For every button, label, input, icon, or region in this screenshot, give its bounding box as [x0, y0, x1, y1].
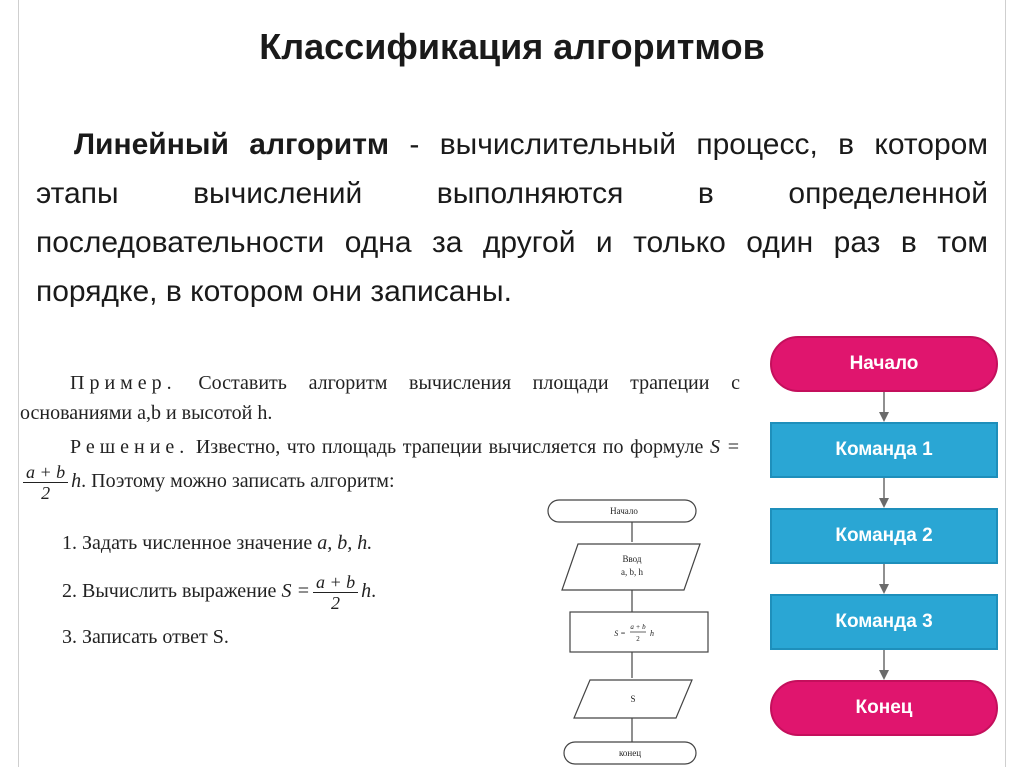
step-2-text: 2. Вычислить выражение [62, 580, 282, 603]
small-end-label: конец [618, 748, 642, 758]
definition-dash: - [389, 128, 440, 161]
step-2 [62, 572, 376, 613]
left-frame-line [18, 0, 19, 767]
small-process-var: h [650, 629, 654, 638]
formula-lhs: S = [709, 436, 741, 458]
solution-tail: . Поэтому можно записать алгоритм: [81, 470, 395, 493]
definition-paragraph [36, 120, 988, 316]
step-3-text: 3. Записать ответ S. [62, 626, 229, 648]
small-output-label: S [630, 694, 636, 704]
step-2-lhs: S = [281, 580, 310, 603]
step-2-numerator: a + b [313, 572, 358, 593]
right-frame-line [1005, 0, 1006, 767]
flowchart-command-1: Команда 1 [770, 422, 998, 478]
textbook-excerpt [20, 368, 740, 503]
solution-text: Известно, что площадь трапеции вычисляется по формуле [189, 436, 710, 458]
example-label: Пример. [70, 372, 177, 394]
solution-label: Решение. [70, 436, 190, 458]
small-process-numerator: a + b [630, 623, 646, 631]
solution-paragraph [20, 432, 740, 503]
arrow-down-icon [878, 478, 890, 508]
flowchart-command-2: Команда 2 [770, 508, 998, 564]
formula-denominator: 2 [41, 483, 51, 503]
formula-fraction [23, 462, 68, 503]
example-text: Составить алгоритм вычисления площади трапеции с основаниями a,b и высотой h. [20, 372, 740, 424]
arrow-down-icon [878, 650, 890, 680]
step-2-denominator: 2 [331, 593, 341, 613]
step-3 [62, 626, 229, 649]
small-process-lhs: S = [614, 629, 626, 638]
small-input-label-2: a, b, h [621, 567, 643, 577]
step-1-text: 1. Задать численное значение [62, 532, 318, 554]
definition-term: Линейный алгоритм [74, 128, 390, 161]
arrow-down-icon [878, 392, 890, 422]
slide-title: Классификация алгоритмов [259, 26, 765, 67]
step-1 [62, 532, 372, 555]
step-1-vars: a, b, h. [317, 532, 373, 554]
formula-var: h [71, 470, 82, 493]
small-start-label: Начало [610, 506, 638, 516]
textbook-flowchart [540, 496, 740, 767]
example-paragraph [20, 368, 740, 428]
flowchart-start: Начало [770, 336, 998, 392]
formula-numerator: a + b [23, 462, 68, 483]
flowchart-command-3: Команда 3 [770, 594, 998, 650]
flowchart-end: Конец [770, 680, 998, 736]
small-process-denominator: 2 [636, 635, 640, 643]
step-2-var: h [361, 580, 372, 603]
step-2-dot: . [371, 580, 377, 603]
definition-text: вычислительный процесс, в котором этапы вычислений выполняются в определенной последовательности одна за другой и только один раз в том порядке, в котором они записаны. [36, 128, 988, 308]
arrow-down-icon [878, 564, 890, 594]
step-2-fraction [313, 572, 358, 613]
small-input-label-1: Ввод [622, 554, 642, 564]
